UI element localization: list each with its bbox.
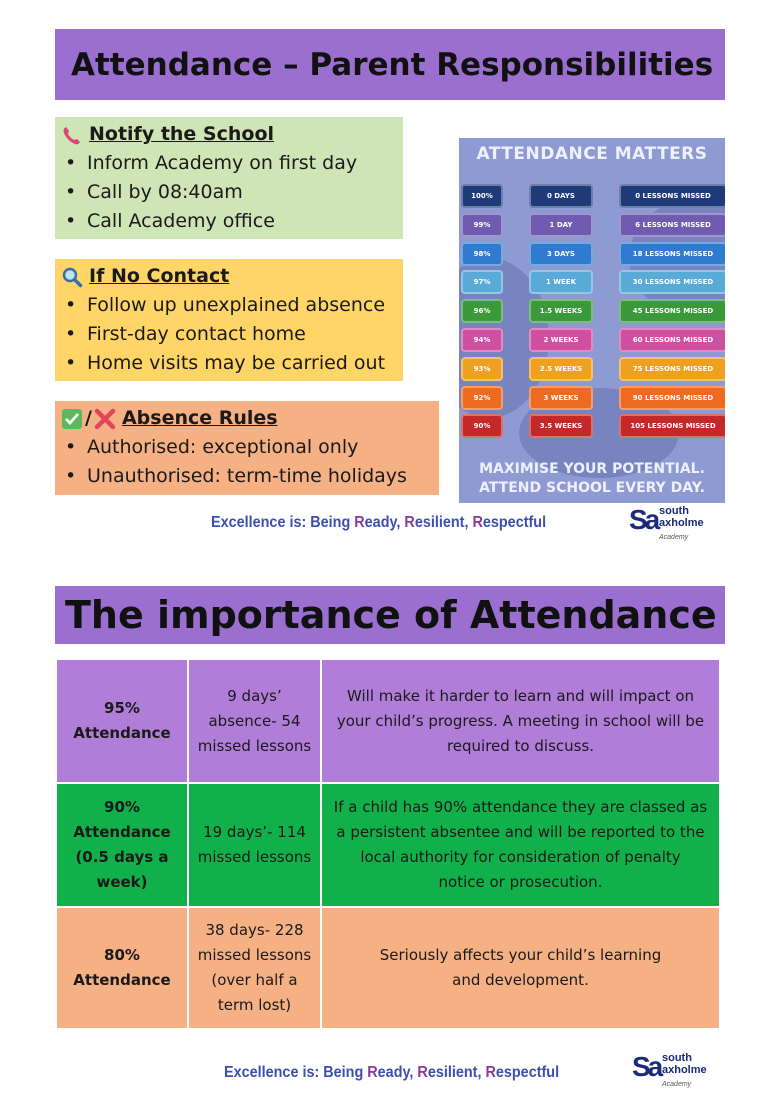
impact-cell (322, 660, 719, 782)
school-motto (224, 1064, 559, 1082)
cell-line: and development. (452, 971, 589, 989)
cell-line: missed lessons (197, 946, 312, 964)
poster-percent: 100% (461, 184, 503, 208)
missed-cell (189, 660, 322, 782)
poster-lessons: 90 LESSONS MISSED (619, 386, 725, 410)
table-row (57, 660, 719, 782)
logo-mark: Sa (629, 504, 658, 535)
motto-letter: R (404, 514, 415, 531)
poster-title: ATTENDANCE MATTERS (476, 144, 708, 164)
notify-school-list (61, 149, 395, 236)
list-item: • Inform Academy on first day (61, 149, 395, 178)
poster-footer-line: ATTEND SCHOOL EVERY DAY. (479, 480, 705, 496)
cell-line: Attendance (73, 971, 171, 989)
poster-lessons: 0 LESSONS MISSED (619, 184, 725, 208)
motto-letter: R (485, 1064, 496, 1081)
level-cell (57, 784, 189, 906)
motto-text: Excellence is: Being (224, 1064, 368, 1081)
attendance-matters-poster (459, 138, 725, 503)
motto-text: eady, (364, 514, 405, 531)
poster-days: 3 DAYS (529, 242, 593, 266)
list-item: • Home visits may be carried out (61, 349, 395, 378)
impact-cell (322, 908, 719, 1028)
motto-text: eady, (377, 1064, 418, 1081)
poster-row (459, 414, 725, 438)
logo-text: axholme (659, 517, 704, 529)
poster-lessons: 60 LESSONS MISSED (619, 328, 725, 352)
poster-row (459, 386, 725, 410)
poster-percent: 93% (461, 357, 503, 381)
cross-icon (94, 408, 116, 430)
motto-text: espectful (482, 514, 547, 531)
poster-days: 1 DAY (529, 213, 593, 237)
magnifier-icon (61, 266, 83, 288)
cell-line: Seriously affects your child’s learning (379, 946, 662, 964)
absence-rules-list (61, 433, 431, 491)
check-icon (61, 408, 83, 430)
cell-line: 80% (104, 946, 140, 964)
poster-lessons: 45 LESSONS MISSED (619, 299, 725, 323)
poster-lessons: 75 LESSONS MISSED (619, 357, 725, 381)
logo-text: Academy (662, 1081, 692, 1088)
motto-letter: R (417, 1064, 428, 1081)
poster-percent: 94% (461, 328, 503, 352)
icon-separator: / (85, 407, 92, 429)
motto-text: espectful (495, 1064, 560, 1081)
poster-lessons: 18 LESSONS MISSED (619, 242, 725, 266)
page-title (55, 29, 725, 100)
motto-text: esilient, (414, 514, 473, 531)
cell-line: (over half a (211, 971, 298, 989)
notify-school-panel (55, 117, 403, 239)
absence-rules-panel (55, 401, 439, 495)
poster-footer (459, 460, 725, 498)
level-cell (57, 908, 189, 1028)
poster-days: 2 WEEKS (529, 328, 593, 352)
motto-letter: R (472, 514, 483, 531)
school-logo (632, 1049, 714, 1095)
poster-percent: 99% (461, 213, 503, 237)
logo-text: south (659, 505, 689, 517)
motto-letter: R (367, 1064, 378, 1081)
cell-line: missed lessons (197, 848, 312, 866)
no-contact-list (61, 291, 395, 378)
motto-letter: R (354, 514, 365, 531)
poster-lessons: 105 LESSONS MISSED (619, 414, 725, 438)
cell-line: missed lessons (197, 736, 312, 755)
cell-line: term lost) (217, 996, 292, 1014)
poster-days: 3.5 WEEKS (529, 414, 593, 438)
section-title (55, 586, 725, 644)
table-row (57, 908, 719, 1028)
poster-percent: 97% (461, 270, 503, 294)
cell-line: absence- 54 (208, 711, 301, 730)
cell-line: Attendance (73, 724, 171, 742)
logo-text: Academy (659, 534, 689, 541)
logo-text: south (662, 1052, 692, 1064)
cell-line: (0.5 days a (75, 848, 169, 866)
no-contact-heading (61, 262, 395, 291)
absence-rules-title: Absence Rules (121, 407, 278, 429)
missed-cell (189, 908, 322, 1028)
cell-line: 9 days’ (227, 686, 282, 705)
cell-line: Will make it harder to learn and will impact on (346, 686, 695, 705)
poster-lessons: 6 LESSONS MISSED (619, 213, 725, 237)
motto-text: Excellence is: Being (211, 514, 355, 531)
list-item: • First-day contact home (61, 320, 395, 349)
list-item: • Call by 08:40am (61, 178, 395, 207)
poster-row (459, 299, 725, 323)
cell-line: required to discuss. (446, 736, 595, 755)
poster-percent: 92% (461, 386, 503, 410)
missed-cell (189, 784, 322, 906)
poster-days: 0 DAYS (529, 184, 593, 208)
phone-icon (61, 124, 83, 146)
cell-line: your child’s progress. A meeting in school will be (336, 711, 705, 730)
poster-row (459, 270, 725, 294)
poster-row (459, 242, 725, 266)
cell-line: local authority for consideration of penalty (360, 848, 681, 866)
absence-rules-heading (61, 404, 431, 433)
list-item: • Follow up unexplained absence (61, 291, 395, 320)
poster-days: 3 WEEKS (529, 386, 593, 410)
cell-line: 90% (104, 798, 140, 816)
no-contact-panel (55, 259, 403, 381)
poster-row (459, 184, 725, 208)
cell-line: week) (96, 873, 148, 891)
poster-row (459, 328, 725, 352)
impact-cell (322, 784, 719, 906)
poster-row (459, 357, 725, 381)
cell-line: 38 days- 228 (205, 921, 304, 939)
motto-text: esilient, (427, 1064, 486, 1081)
cell-line: 95% (104, 699, 140, 717)
cell-line: 19 days’- 114 (203, 823, 306, 841)
cell-line: notice or prosecution. (438, 873, 603, 891)
school-motto (211, 514, 546, 532)
cell-line: a persistent absentee and will be reported to the (336, 823, 705, 841)
poster-days: 1 WEEK (529, 270, 593, 294)
table-row (57, 784, 719, 906)
poster-percent: 96% (461, 299, 503, 323)
no-contact-title: If No Contact (89, 265, 230, 287)
poster-days: 1.5 WEEKS (529, 299, 593, 323)
poster-percent: 90% (461, 414, 503, 438)
notify-school-heading (61, 120, 395, 149)
logo-text: axholme (662, 1064, 707, 1076)
cell-line: Attendance (73, 823, 171, 841)
section-title-text: The importance of Attendance (65, 593, 717, 637)
poster-row (459, 213, 725, 237)
poster-lessons: 30 LESSONS MISSED (619, 270, 725, 294)
list-item: • Authorised: exceptional only (61, 433, 431, 462)
level-cell (57, 660, 189, 782)
poster-percent: 98% (461, 242, 503, 266)
list-item: • Unauthorised: term-time holidays (61, 462, 431, 491)
poster-days: 2.5 WEEKS (529, 357, 593, 381)
notify-school-title: Notify the School (89, 123, 275, 145)
school-logo (629, 502, 711, 548)
list-item: • Call Academy office (61, 207, 395, 236)
page-title-text: Attendance – Parent Responsibilities (71, 46, 714, 83)
cell-line: If a child has 90% attendance they are classed as (333, 798, 708, 816)
poster-footer-line: MAXIMISE YOUR POTENTIAL. (479, 461, 705, 477)
logo-mark: Sa (632, 1051, 661, 1082)
